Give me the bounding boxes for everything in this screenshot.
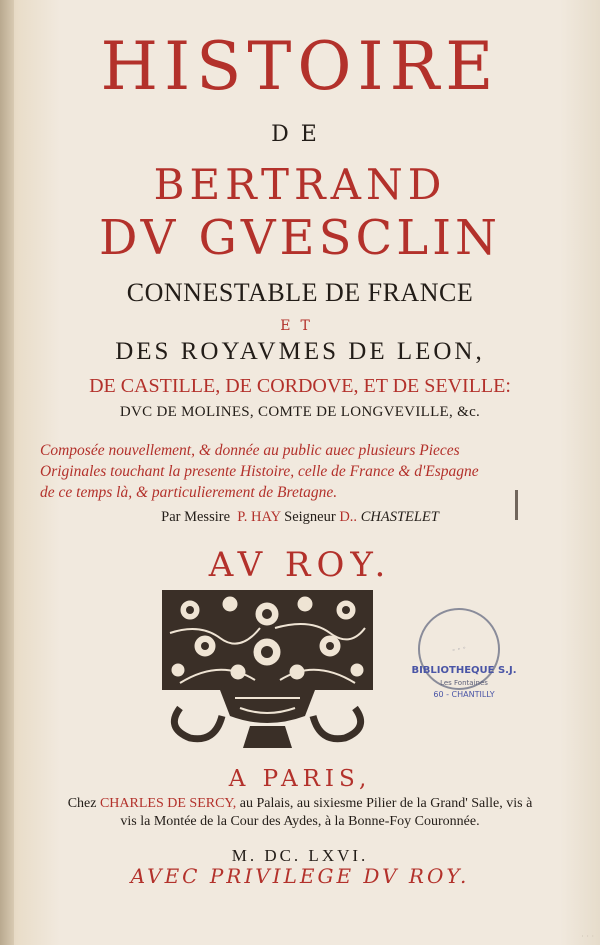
imprint-privilege: AVEC PRIVILEGE DV ROY.: [130, 864, 470, 888]
stamp-line-2: Les Fontaines: [440, 679, 488, 687]
dedication: AV ROY.: [208, 545, 392, 585]
author-messire: Messire: [184, 509, 231, 525]
author-chastelet: CHASTELET: [360, 509, 439, 525]
imprint-date: M. DC. LXVI.: [231, 846, 369, 865]
library-stamp-circle-icon: ◦ ◦ ◦: [410, 600, 507, 697]
watermark: · · ·: [581, 932, 594, 941]
stamp-line-1: BIBLIOTHEQUE S.J.: [411, 665, 517, 676]
description-italic: [40, 440, 560, 503]
title-bertrand: BERTRAND: [153, 160, 447, 209]
imprint-publisher: CHARLES DE SERCY,: [99, 796, 237, 811]
ink-mark: [515, 490, 518, 520]
imprint-line-1: [0, 796, 600, 812]
italic-line: de ce temps là, & particulierement de Bretagne.: [40, 484, 338, 501]
title-et: ET: [280, 318, 320, 334]
author-line: [0, 509, 600, 526]
title-de: DE: [271, 122, 329, 147]
italic-line: Originales touchant la presente Histoire, celle de France & d'Espagne: [40, 463, 479, 480]
author-hay: HAY: [250, 509, 281, 525]
stamp-line-3: 60 - CHANTILLY: [433, 690, 495, 699]
imprint-address-1: au Palais, au sixiesme Pilier de la Grand' Salle, vis à: [239, 796, 533, 811]
imprint-address-2: vis la Montée de la Cour des Aydes, à la Bonne-Foy Couronnée.: [120, 814, 480, 829]
author-par: Par: [161, 509, 181, 525]
library-stamp: [405, 665, 523, 705]
title-histoire: HISTOIRE: [100, 28, 500, 105]
title-royaumes: DES ROYAVMES DE LEON,: [115, 338, 485, 365]
title-castille: DE CASTILLE, DE CORDOVE, ET DE SEVILLE:: [89, 375, 511, 397]
imprint-chez: Chez: [67, 796, 97, 811]
floral-vase-ornament-icon: [160, 588, 375, 758]
imprint-city: A PARIS,: [228, 766, 372, 792]
title-connestable: CONNESTABLE DE FRANCE: [126, 278, 474, 307]
author-seigneur: Seigneur: [284, 509, 336, 525]
italic-line: Composée nouvellement, & donnée au public auec plusieurs Pieces: [40, 442, 460, 459]
title-duc: DVC DE MOLINES, COMTE DE LONGVEVILLE, &c.: [119, 404, 481, 420]
author-du: D..: [339, 509, 358, 525]
title-du-guesclin: DV GVESCLIN: [98, 210, 502, 266]
author-initial: P.: [237, 509, 248, 525]
